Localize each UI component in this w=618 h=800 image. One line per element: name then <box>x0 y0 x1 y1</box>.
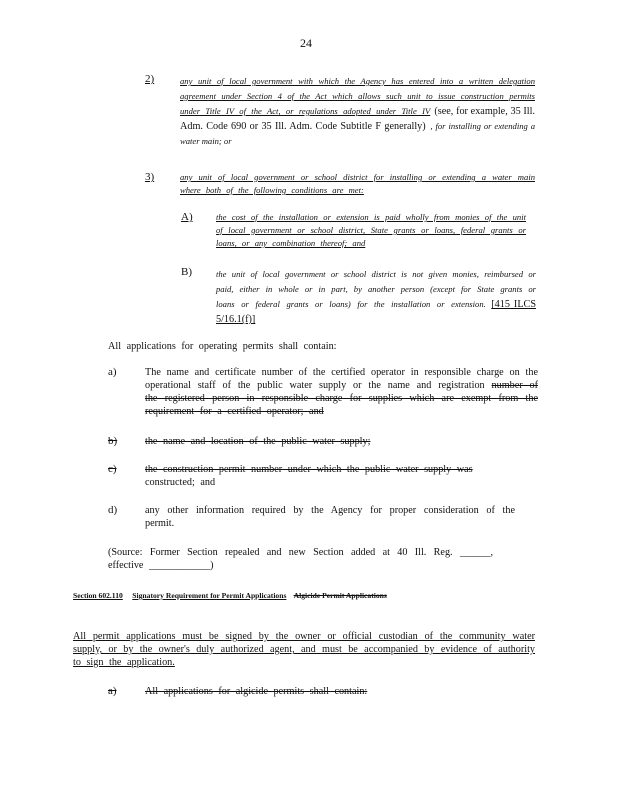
list-a-text <box>145 366 538 418</box>
item-2-text-b: (see, for example, 35 Ill. Adm. Code 690 or 35 Ill. Adm. Code Subtitle F generally) <box>180 106 535 132</box>
operating-permits-intro: All applications for operating permits shall contain: <box>108 341 337 352</box>
section-title-struck: Algicide Permit Applications <box>293 591 387 600</box>
item-2-label: 2) <box>145 73 155 85</box>
item-a-text: the cost of the installation or extension is paid wholly from monies of the unit of local government or school district, State grants or loans, federal grants or loans, or any combination thereof; and <box>216 212 526 248</box>
section-heading <box>73 590 493 601</box>
list-c-struck: the construction permit number under which the public water supply was <box>145 464 473 475</box>
list-b-label: b) <box>108 435 118 447</box>
list-a-label: a) <box>108 366 117 378</box>
list-c-text <box>145 463 538 489</box>
list-a-struck: number of the registered person in responsible charge for supplies which are exempt from the requirement for a certified operator; and <box>145 380 539 417</box>
list-a-body: The name and certificate number of the certified operator in responsible charge on the operational staff of the public water supply or the name and registration <box>145 367 538 391</box>
item-a-label: A) <box>181 211 193 223</box>
item-2-text-c: , for installing or extending a water main; or <box>180 121 536 146</box>
algicide-item-text: All applications for algicide permits shall contain: <box>145 686 368 697</box>
item-2-text-a: any unit of local government with which the Agency has entered into a written delegation agreement under Section 4 of the Act which allows such unit to issue construction permits under Title IV of the Act, or regulations adopted under Title IV <box>180 76 535 116</box>
item-3-text: any unit of local government or school district for installing or extending a water main where both of the following conditions are met: <box>180 172 535 195</box>
list-b-text: the name and location of the public water supply; <box>145 436 371 447</box>
list-d-label: d) <box>108 504 118 516</box>
algicide-item-label: a) <box>108 685 117 697</box>
list-d-text: any other information required by the Agency for proper consideration of the permit. <box>145 505 515 529</box>
item-b-label: B) <box>181 266 192 278</box>
section-title: Signatory Requirement for Permit Applications <box>132 591 287 600</box>
item-b-citation: [415 ILCS 5/16.1(f)] <box>216 299 537 325</box>
section-number: Section 602.110 <box>73 591 123 600</box>
item-3-label: 3) <box>145 171 155 183</box>
list-c-plain: constructed; and <box>145 477 216 488</box>
item-2-text <box>180 73 535 148</box>
item-b-body: the unit of local government or school district is not given monies, reimbursed or paid, either in whole or in part, by another person (except for State grants or loans or federal grants or loans) for the installation or extension. <box>216 269 536 309</box>
page-number: 24 <box>300 36 312 50</box>
source-note: (Source: Former Section repealed and new Section added at 40 Ill. Reg. ______, effective ____________) <box>108 547 493 571</box>
signatory-paragraph: All permit applications must be signed by the owner or official custodian of the community water supply, or by the owner's duly authorized agent, and must be accompanied by evidence of authority to sign the application. <box>73 631 535 668</box>
list-c-label: c) <box>108 463 117 475</box>
item-b-text <box>216 266 536 326</box>
